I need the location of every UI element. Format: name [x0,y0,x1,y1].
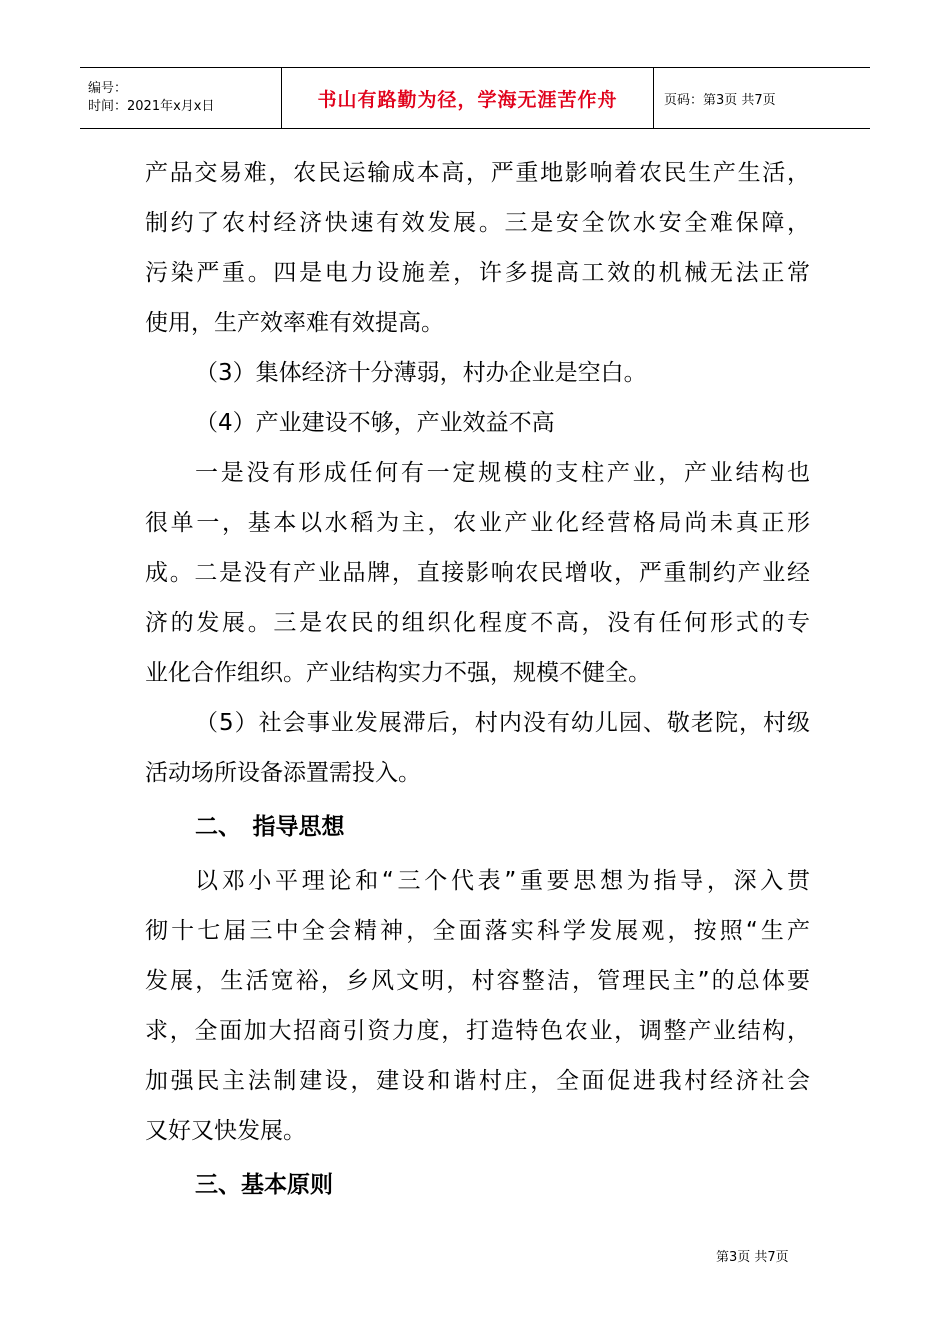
body-line: 彻十七届三中全会精神，全面落实科学发展观，按照“生产 [145,918,810,944]
body-line: 发展，生活宽裕，乡风文明，村容整洁，管理民主”的总体要 [145,968,810,994]
body-line: 求，全面加大招商引资力度，打造特色农业，调整产业结构， [145,1018,810,1044]
header-info-cell [80,68,282,128]
body-line: 使用，生产效率难有效提高。 [145,310,444,336]
body-line: 很单一，基本以水稻为主，农业产业化经营格局尚未真正形 [145,510,810,536]
body-line: 又好又快发展。 [145,1118,306,1144]
list-item-5: （5）社会事业发展滞后，村内没有幼儿园、敬老院，村级 [195,710,810,736]
body-line: 制约了农村经济快速有效发展。三是安全饮水安全难保障， [145,210,810,236]
list-item-3: （3）集体经济十分薄弱，村办企业是空白。 [195,360,647,386]
header-motto: 书山有路勤为径，学海无涯苦作舟 [282,68,654,128]
body-line: 成。二是没有产业品牌，直接影响农民增收，严重制约产业经 [145,560,810,586]
footer-page-number: 第3页 共7页 [716,1250,789,1265]
body-line: 以邓小平理论和“三个代表”重要思想为指导，深入贯 [195,868,810,894]
list-item-4: （4）产业建设不够，产业效益不高 [195,410,555,436]
section-heading-3: 三、基本原则 [195,1172,333,1198]
body-line: 产品交易难，农民运输成本高，严重地影响着农民生产生活， [145,160,810,186]
body-line: 加强民主法制建设，建设和谐村庄，全面促进我村经济社会 [145,1068,810,1094]
body-line: 污染严重。四是电力设施差，许多提高工效的机械无法正常 [145,260,810,286]
document-number-label: 编号： [88,81,128,96]
document-time-label: 时间：2021年x月x日 [88,99,215,114]
body-line: 业化合作组织。产业结构实力不强，规模不健全。 [145,660,651,686]
body-line: 济的发展。三是农民的组织化程度不高，没有任何形式的专 [145,610,810,636]
body-line: 一是没有形成任何有一定规模的支柱产业，产业结构也 [195,460,810,486]
section-heading-2: 二、 指导思想 [195,814,345,840]
page-header [80,67,870,129]
header-page-number: 页码：第3页 共7页 [664,92,776,108]
body-line: 活动场所设备添置需投入。 [145,760,421,786]
